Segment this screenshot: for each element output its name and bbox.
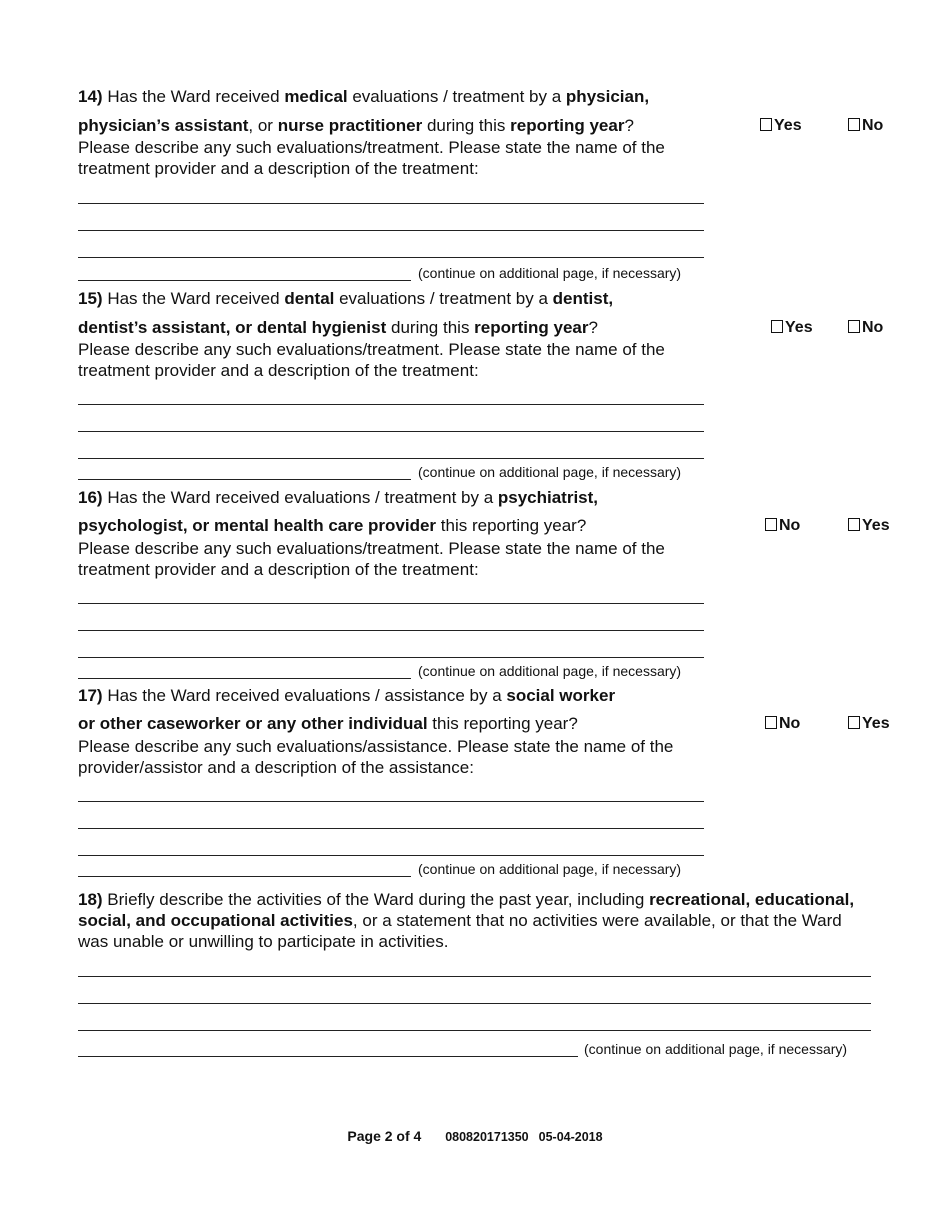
document-id: 080820171350 <box>445 1130 529 1144</box>
q16-answer-line[interactable] <box>78 603 704 604</box>
q14-answer-line[interactable] <box>78 257 704 258</box>
q18-answer-line[interactable] <box>78 1003 871 1004</box>
q16-yes-checkbox[interactable]: Yes <box>848 517 890 535</box>
q15-no-checkbox[interactable]: No <box>848 319 883 337</box>
q18-answer-line[interactable] <box>78 1030 871 1031</box>
q14-no-checkbox[interactable]: No <box>848 117 883 135</box>
q17-no-checkbox[interactable]: No <box>765 715 800 733</box>
q14-yes-checkbox[interactable]: Yes <box>760 117 802 135</box>
q14-answer-line[interactable] <box>78 280 411 281</box>
q17-answer-line[interactable] <box>78 855 704 856</box>
q16-answer-line[interactable] <box>78 657 704 658</box>
checkbox-icon <box>765 518 777 531</box>
q14-answer-line[interactable] <box>78 230 704 231</box>
q17-description: Please describe any such evaluations/assistance. Please state the name of the provider/assistor and a description of the assistance: <box>78 737 674 777</box>
q17-line1: 17) Has the Ward received evaluations / assistance by a social worker <box>78 686 616 705</box>
checkbox-icon <box>848 320 860 333</box>
q17-continue-note: (continue on additional page, if necessary) <box>418 861 682 877</box>
q14-answer-line[interactable] <box>78 203 704 204</box>
page-number: Page 2 of 4 <box>347 1128 422 1144</box>
q15-line2: dentist’s assistant, or dental hygienist during this reporting year? <box>78 318 598 337</box>
q18-continue-note: (continue on additional page, if necessary) <box>584 1041 848 1057</box>
checkbox-icon <box>848 716 860 729</box>
q17-line2: or other caseworker or any other individual this reporting year? <box>78 714 578 733</box>
checkbox-icon <box>771 320 783 333</box>
q17-yes-checkbox[interactable]: Yes <box>848 715 890 733</box>
q16-no-checkbox[interactable]: No <box>765 517 800 535</box>
checkbox-icon <box>760 118 772 131</box>
q18-answer-line[interactable] <box>78 976 871 977</box>
q16-answer-line[interactable] <box>78 678 411 679</box>
q18-answer-line[interactable] <box>78 1056 578 1057</box>
q15-description: Please describe any such evaluations/treatment. Please state the name of the treatment provider and a description of the treatment: <box>78 340 665 380</box>
q15-answer-line[interactable] <box>78 479 411 480</box>
q16-answer-line[interactable] <box>78 630 704 631</box>
q15-answer-line[interactable] <box>78 431 704 432</box>
q15-answer-line[interactable] <box>78 458 704 459</box>
document-date: 05-04-2018 <box>538 1130 603 1144</box>
checkbox-icon <box>848 118 860 131</box>
q18-text: 18) Briefly describe the activities of the Ward during the past year, including recreational, educational, social, and occupational activities, or a statement that no activities were available, or that the Ward was unable or unwilling to participate in activities. <box>78 890 855 951</box>
checkbox-icon <box>848 518 860 531</box>
q15-continue-note: (continue on additional page, if necessary) <box>418 464 682 480</box>
q17-answer-line[interactable] <box>78 876 411 877</box>
q14-description: Please describe any such evaluations/treatment. Please state the name of the treatment provider and a description of the treatment: <box>78 138 665 178</box>
q16-line2: psychologist, or mental health care provider this reporting year? <box>78 516 587 535</box>
page-footer <box>0 1128 950 1144</box>
q16-continue-note: (continue on additional page, if necessary) <box>418 663 682 679</box>
q14-continue-note: (continue on additional page, if necessary) <box>418 265 682 281</box>
q15-answer-line[interactable] <box>78 404 704 405</box>
q15-yes-checkbox[interactable]: Yes <box>771 319 813 337</box>
q16-line1: 16) Has the Ward received evaluations / treatment by a psychiatrist, <box>78 488 599 507</box>
checkbox-icon <box>765 716 777 729</box>
q14-line2: physician’s assistant, or nurse practitioner during this reporting year? <box>78 116 634 135</box>
q15-line1: 15) Has the Ward received dental evaluations / treatment by a dentist, <box>78 289 614 308</box>
q17-answer-line[interactable] <box>78 801 704 802</box>
q14-line1: 14) Has the Ward received medical evaluations / treatment by a physician, <box>78 87 650 106</box>
q17-answer-line[interactable] <box>78 828 704 829</box>
q16-description: Please describe any such evaluations/treatment. Please state the name of the treatment provider and a description of the treatment: <box>78 539 665 579</box>
